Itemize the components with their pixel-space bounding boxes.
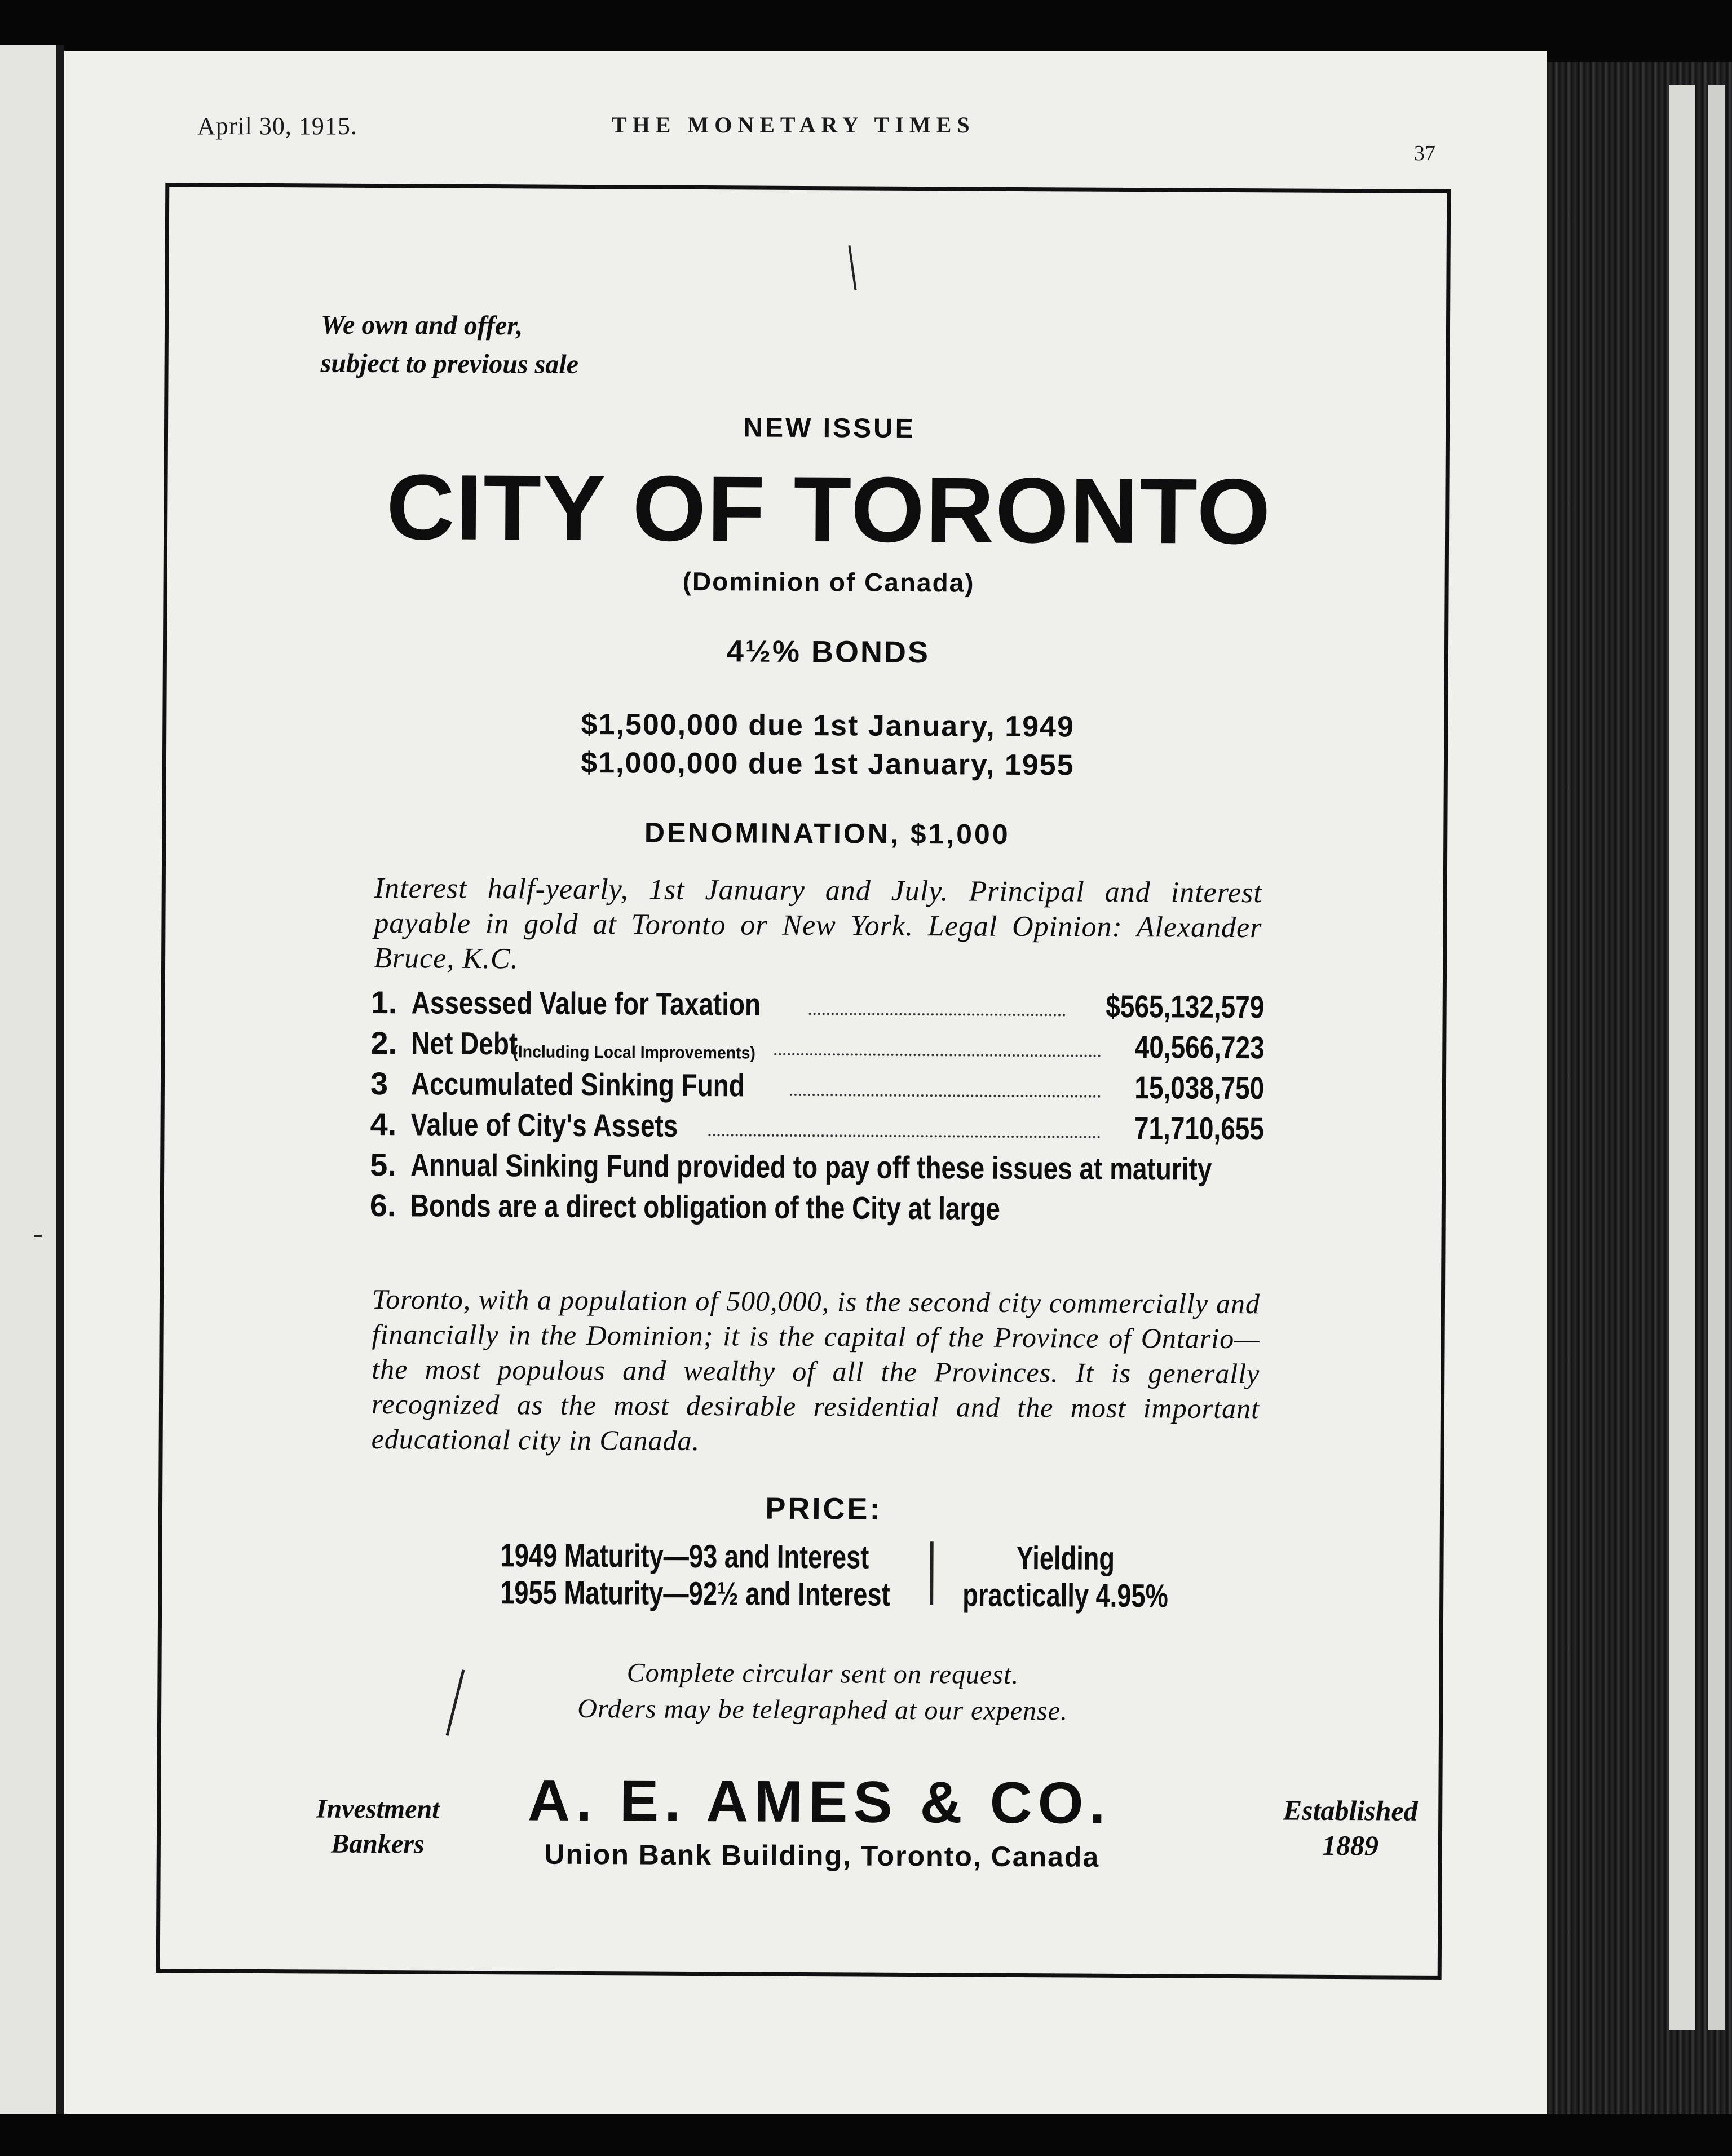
dot-leader	[774, 1053, 1101, 1057]
yield-note	[962, 1539, 1168, 1615]
fact-label: Net Debt	[411, 1025, 518, 1062]
fact-value: 15,038,750	[1134, 1070, 1265, 1106]
facts-list	[370, 980, 1265, 1228]
fact-number: 3	[370, 1065, 388, 1102]
interest-terms: Interest half-yearly, 1st January and July. Principal and interest payable in gold at Toronto or New York. Legal Opinion: Alexander Bruce, K.C.	[373, 872, 1262, 975]
fact-row	[370, 1102, 1263, 1147]
dot-leader	[790, 1094, 1101, 1098]
established-line: 1889	[1322, 1829, 1379, 1862]
fact-value: $565,132,579	[1106, 988, 1265, 1025]
fact-label: Assessed Value for Taxation	[411, 984, 761, 1022]
yield-line: practically 4.95%	[962, 1576, 1169, 1615]
issuer-title: CITY OF TORONTO	[386, 455, 1272, 564]
offer-line: subject to previous sale	[320, 348, 579, 379]
page-number: 37	[1414, 142, 1435, 165]
fact-note: (Including Local Improvements)	[512, 1042, 756, 1063]
dot-leader	[708, 1134, 1100, 1138]
fact-value: 40,566,723	[1134, 1029, 1265, 1066]
fact-number: 5.	[370, 1146, 397, 1183]
fact-number: 1.	[370, 984, 397, 1020]
page-stack-highlight	[1708, 85, 1725, 2030]
circular-note	[161, 1653, 1439, 1731]
issuer-country: (Dominion of Canada)	[682, 566, 975, 598]
maturity-line: $1,500,000 due 1st January, 1949	[581, 708, 1075, 744]
price-1955: 1955 Maturity—92½ and Interest	[500, 1574, 890, 1613]
price-1949: 1949 Maturity—93 and Interest	[500, 1537, 869, 1576]
running-header-date: April 30, 1915.	[197, 112, 357, 140]
role-line: Bankers	[331, 1828, 425, 1859]
running-header-journal: THE MONETARY TIMES	[612, 112, 975, 138]
circular-line: Orders may be telegraphed at our expense.	[577, 1693, 1068, 1726]
offer-note	[320, 306, 578, 384]
yield-line: Yielding	[1016, 1539, 1115, 1577]
offer-line: We own and offer,	[320, 310, 523, 341]
fact-row	[371, 980, 1265, 1025]
established-line: Established	[1283, 1794, 1418, 1827]
fact-label: Bonds are a direct obligation of the City at large	[410, 1187, 1001, 1226]
page-stack-edges	[1547, 62, 1732, 2114]
fact-label: Annual Sinking Fund provided to pay off these issues at maturity	[410, 1147, 1212, 1187]
scan-border-bottom	[0, 2114, 1732, 2156]
price-lines	[500, 1537, 890, 1614]
fact-value: 71,710,655	[1134, 1110, 1264, 1147]
page-stack-highlight	[1669, 85, 1695, 2030]
price-brace	[930, 1541, 934, 1605]
role-line: Investment	[316, 1793, 440, 1824]
new-issue-heading: NEW ISSUE	[743, 413, 916, 444]
firm-established	[1266, 1792, 1435, 1863]
circular-line: Complete circular sent on request.	[626, 1658, 1019, 1690]
fact-row	[370, 1020, 1264, 1066]
fact-row	[370, 1061, 1264, 1106]
fact-number: 2.	[370, 1024, 397, 1061]
bond-advertisement	[156, 183, 1451, 1980]
facing-page-edge	[0, 45, 56, 2120]
bond-type: 4½% BONDS	[726, 634, 930, 670]
dot-leader	[809, 1013, 1066, 1016]
price-heading: PRICE:	[765, 1491, 882, 1526]
denomination: DENOMINATION, $1,000	[644, 816, 1010, 850]
maturity-line: $1,000,000 due 1st January, 1955	[581, 746, 1075, 782]
fact-number: 6.	[369, 1187, 396, 1223]
firm-name: A. E. AMES & CO.	[527, 1768, 1111, 1836]
fact-label: Accumulated Sinking Fund	[410, 1066, 745, 1103]
city-description: Toronto, with a population of 500,000, is the second city commercially and financially in the Dominion; it is the capital of the Province of Ontario—the most populous and wealthy of all the Provinces. It is generally recognized as the most desirable residential and the most important educational city in Canada.	[371, 1283, 1261, 1457]
fact-row	[370, 1183, 1263, 1228]
fact-label: Value of City's Assets	[410, 1106, 678, 1143]
fact-row	[370, 1142, 1263, 1187]
book-gutter	[56, 45, 64, 2120]
fact-number: 4.	[370, 1106, 397, 1142]
scan-speck	[34, 1235, 42, 1237]
firm-address: Union Bank Building, Toronto, Canada	[544, 1838, 1100, 1873]
